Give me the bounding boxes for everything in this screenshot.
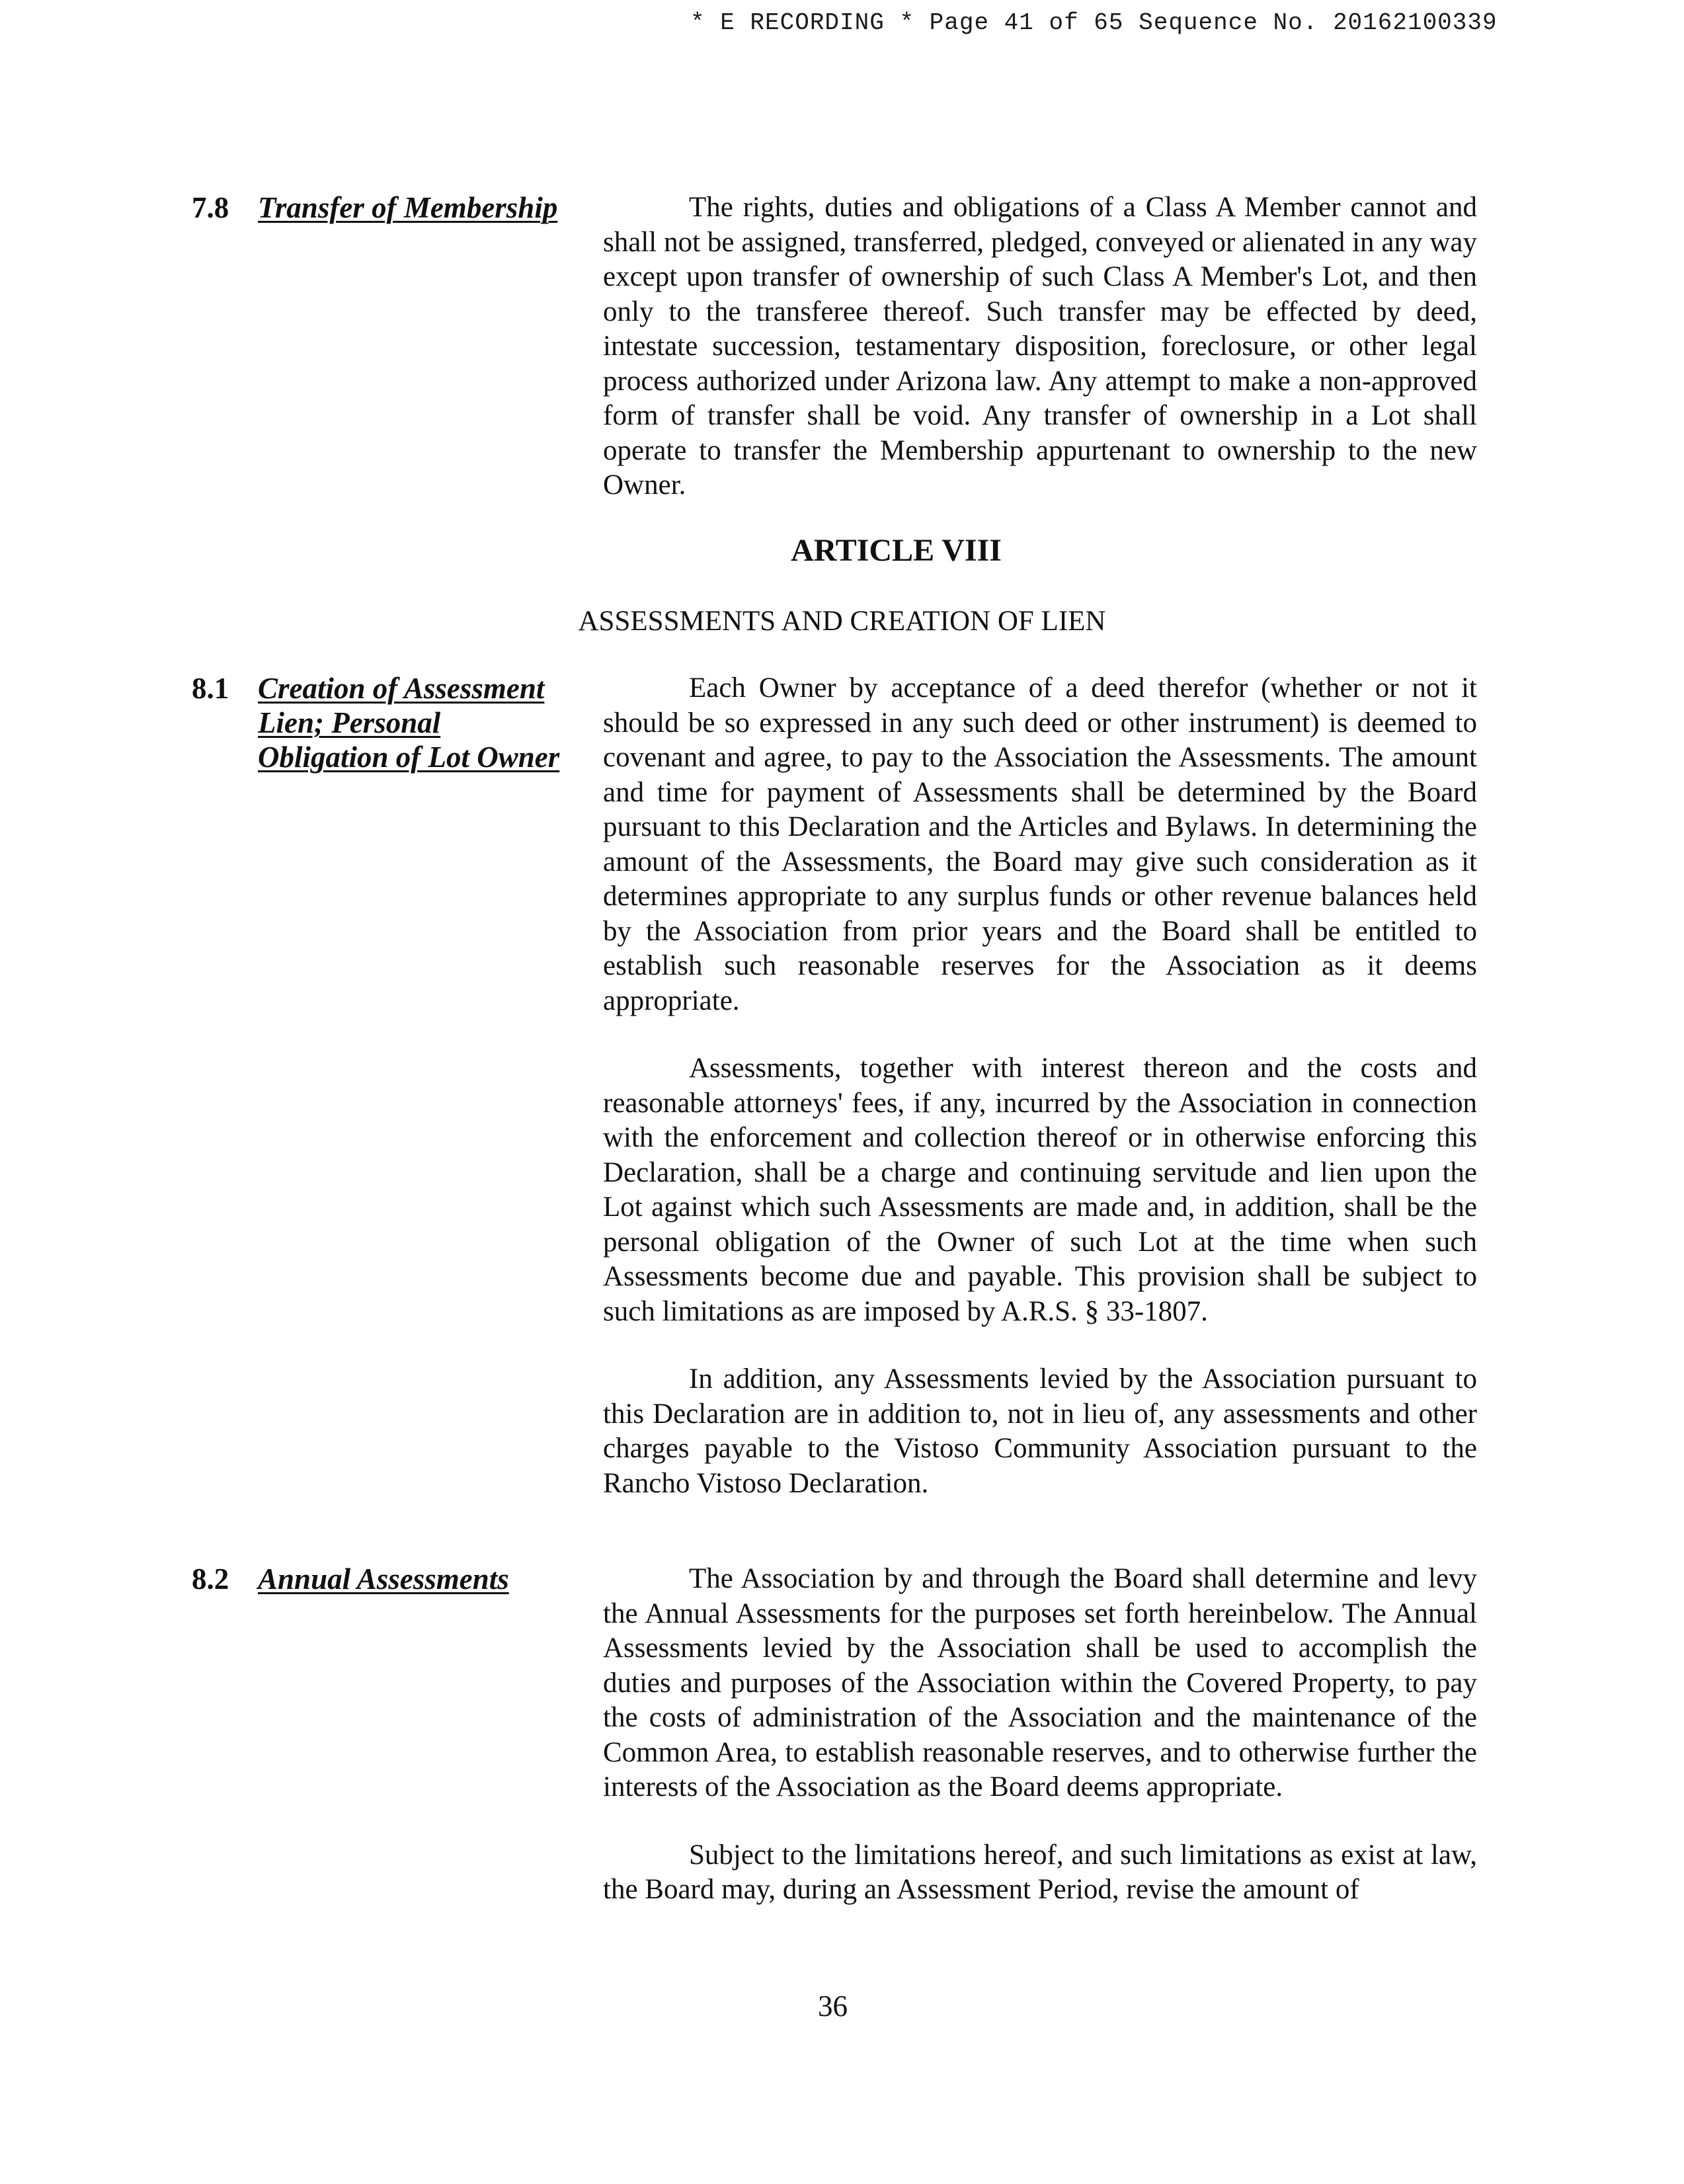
section-body (603, 1562, 1477, 1908)
section-title-line: Creation of Assessment (258, 672, 545, 705)
section-title (258, 190, 557, 225)
paragraph: The rights, duties and obligations of a Class A Member cannot and shall not be assigned, transferred, pledged, conveyed or alienated in any way except upon transfer of ownership of such Class A Member's Lot, and then only to the transferee thereof. Such transfer may be effected by deed, intestate succession, testamentary disposition, foreclosure, or other legal process authorized under Arizona law. Any attempt to make a non-approved form of transfer shall be void. Any transfer of ownership in a Lot shall operate to transfer the Membership appurtenant to ownership to the new Owner. (603, 192, 1477, 501)
section-number: 8.2 (192, 1562, 229, 1596)
section-title-line: Annual Assessments (258, 1562, 509, 1596)
page-number (0, 1989, 1684, 2023)
section-title-line: Transfer of Membership (258, 191, 558, 224)
section-title (258, 671, 559, 774)
paragraph: Each Owner by acceptance of a deed therefor (whether or not it should be so expressed in any such deed or other instrument) is deemed to covenant and agree, to pay to the Association the Assessments. The amount and time for payment of Assessments shall be determined by the Board pursuant to this Declaration and the Articles and Bylaws. In determining the amount of the Assessments, the Board may give such consideration as it determines appropriate to any surplus funds or other revenue balances held by the Association from prior years and the Board shall be entitled to establish such reasonable reserves for the Association as it deems appropriate. (603, 672, 1477, 1016)
page-number-text: 36 (818, 1990, 848, 2023)
section-number: 7.8 (192, 191, 229, 224)
article-subtitle: ASSESSMENTS AND CREATION OF LIEN (578, 606, 1106, 637)
section-body (603, 190, 1477, 503)
section-body (603, 671, 1477, 1501)
article-subheading (0, 605, 1684, 637)
paragraph: The Association by and through the Board shall determine and levy the Annual Assessments for the purposes set forth hereinbelow. The Annual Assessments levied by the Association shall be used to accomplish the duties and purposes of the Association within the Covered Property, to pay the costs of administration of the Association and the maintenance of the Common Area, to establish reasonable reserves, and to otherwise further the interests of the Association as the Board deems appropriate. (603, 1563, 1477, 1802)
paragraph: Subject to the limitations hereof, and such limitations as exist at law, the Board may, during an Assessment Period, revise the amount of (603, 1839, 1477, 1905)
section-title-line: Lien; Personal (258, 706, 441, 739)
section-number: 8.1 (192, 672, 229, 705)
article-title: ARTICLE VIII (791, 533, 1002, 568)
recording-header: * E RECORDING * Page 41 of 65 Sequence No. 20162100339 (690, 9, 1498, 36)
paragraph: In addition, any Assessments levied by the Association pursuant to this Declaration are in addition to, not in lieu of, any assessments and other charges payable to the Vistoso Community Association pursuant to the Rancho Vistoso Declaration. (603, 1363, 1477, 1499)
section-title (258, 1562, 509, 1596)
paragraph: Assessments, together with interest thereon and the costs and reasonable attorneys' fees, if any, incurred by the Association in connection with the enforcement and collection thereof or in otherwise enforcing this Declaration, shall be a charge and continuing servitude and lien upon the Lot against which such Assessments are made and, in addition, shall be the personal obligation of the Owner of such Lot at the time when such Assessments become due and payable. This provision shall be subject to such limitations as are imposed by A.R.S. § 33-1807. (603, 1053, 1477, 1327)
article-heading (0, 532, 1684, 569)
section-title-line: Obligation of Lot Owner (258, 741, 560, 774)
